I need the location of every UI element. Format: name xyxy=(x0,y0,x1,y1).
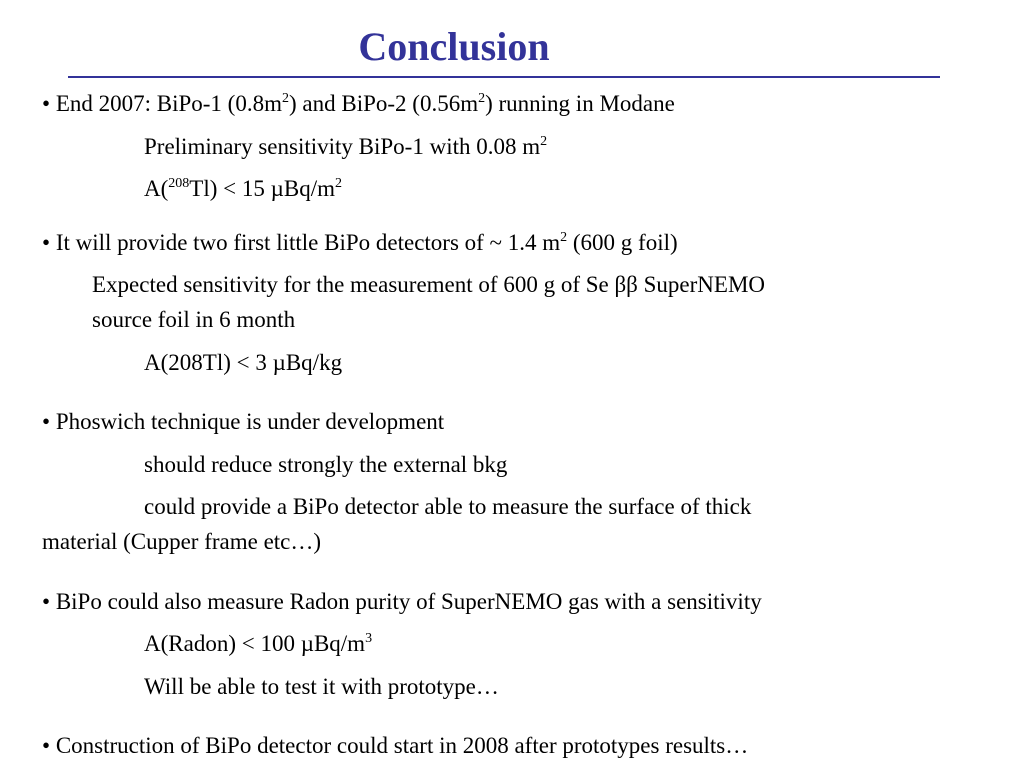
bullet-1-text-c: ) running in Modane xyxy=(485,91,675,116)
bullet-4-sub-1-sup: 3 xyxy=(365,631,373,646)
bullet-1-sub-2 xyxy=(144,172,342,206)
bullet-3-sub-2-line-1: could provide a BiPo detector able to measure the surface of thick xyxy=(144,494,752,519)
bullet-4-marker: • xyxy=(42,589,51,614)
bullet-2-sub-1-line-2: source foil in 6 month xyxy=(92,307,296,332)
bullet-1-sub-1-sup: 2 xyxy=(540,134,548,149)
bullet-1-sub-1 xyxy=(144,130,547,164)
bullet-1-sub-2-text-a: A( xyxy=(144,176,169,201)
bullet-4-sub-2: Will be able to test it with prototype… xyxy=(144,674,499,699)
bullet-2-sup-a: 2 xyxy=(560,230,568,245)
bullet-1-text-a: End 2007: BiPo-1 (0.8m xyxy=(50,91,282,116)
bullet-3-text: Phoswich technique is under development xyxy=(50,409,445,434)
bullet-4-text: BiPo could also measure Radon purity of SuperNEMO gas with a sensitivity xyxy=(50,589,762,614)
bullet-1-text-b: ) and BiPo-2 (0.56m xyxy=(288,91,479,116)
bullet-4-line xyxy=(42,585,762,619)
bullet-3-sub-1: should reduce strongly the external bkg xyxy=(144,452,508,477)
bullet-4-sub-1-text: A(Radon) < 100 µBq/m xyxy=(144,631,366,656)
bullet-2-sub-2: A(208Tl) < 3 µBq/kg xyxy=(144,350,343,375)
bullet-3-line xyxy=(42,405,444,439)
bullet-2-line xyxy=(42,226,678,260)
bullet-5-text: Construction of BiPo detector could start in 2008 after prototypes results… xyxy=(50,733,749,758)
bullet-1-sub-2-sup-a: 208 xyxy=(168,176,190,191)
bullet-2-marker: • xyxy=(42,230,51,255)
bullet-2-text-b: (600 g foil) xyxy=(567,230,678,255)
bullet-1-marker: • xyxy=(42,91,51,116)
bullet-1-sup-a: 2 xyxy=(281,91,289,106)
page-title: Conclusion xyxy=(358,24,550,69)
bullet-1-sub-2-text-b: Tl) < 15 µBq/m xyxy=(189,176,335,201)
bullet-1-sub-1-text: Preliminary sensitivity BiPo-1 with 0.08 m xyxy=(144,134,541,159)
bullet-1-sup-b: 2 xyxy=(478,91,486,106)
bullet-1-sub-2-sup-b: 2 xyxy=(334,176,342,191)
bullet-4-sub-1 xyxy=(144,627,372,661)
bullet-1-line xyxy=(42,87,675,121)
title-divider xyxy=(68,76,940,78)
bullet-2-text-a: It will provide two first little BiPo detectors of ~ 1.4 m xyxy=(50,230,561,255)
bullet-3-marker: • xyxy=(42,409,51,434)
bullet-3-sub-2-line-2: material (Cupper frame etc…) xyxy=(42,529,322,554)
bullet-5-line xyxy=(42,729,748,763)
bullet-5-marker: • xyxy=(42,733,51,758)
bullet-2-sub-1-line-1: Expected sensitivity for the measurement of 600 g of Se ββ SuperNEMO xyxy=(92,272,766,297)
